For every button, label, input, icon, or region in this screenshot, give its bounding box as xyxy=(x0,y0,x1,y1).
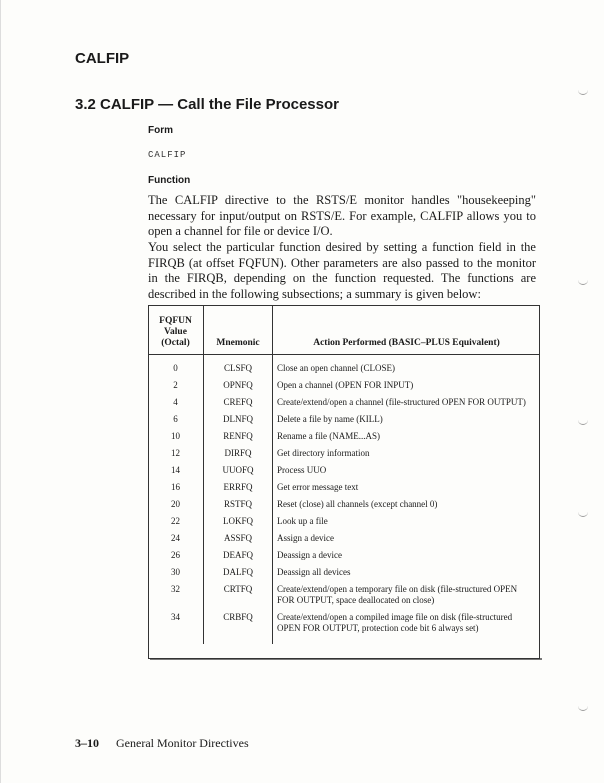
margin-mark xyxy=(578,280,588,285)
row-fqfun-value: 26 xyxy=(148,547,204,564)
table-row xyxy=(148,394,540,411)
row-action: Reset (close) all channels (except channel 0) xyxy=(277,499,438,509)
row-action: Delete a file by name (KILL) xyxy=(277,414,383,424)
row-fqfun-value: 0 xyxy=(148,355,204,378)
margin-mark xyxy=(578,90,588,95)
row-fqfun-value: 32 xyxy=(148,581,204,609)
margin-mark xyxy=(578,512,588,517)
table-row xyxy=(148,530,540,547)
row-mnemonic: CRTFQ xyxy=(204,581,273,609)
row-mnemonic: ASSFQ xyxy=(204,530,273,547)
page-number: 3–10 xyxy=(75,736,99,750)
row-action: Rename a file (NAME...AS) xyxy=(277,431,380,441)
row-fqfun-value: 14 xyxy=(148,462,204,479)
table-row xyxy=(148,445,540,462)
row-mnemonic: UUOFQ xyxy=(204,462,273,479)
row-action: Get directory information xyxy=(277,448,370,458)
header-action: Action Performed (BASIC–PLUS Equivalent) xyxy=(273,305,541,355)
row-action: Open a channel (OPEN FOR INPUT) xyxy=(277,380,414,390)
row-fqfun-value: 10 xyxy=(148,428,204,445)
page-left-edge xyxy=(0,0,1,783)
row-action: Create/extend/open a compiled image file on disk (file-structured OPEN FOR OUTPUT, protection code bit 6 always set) xyxy=(277,612,513,633)
row-mnemonic: DEAFQ xyxy=(204,547,273,564)
row-mnemonic: LOKFQ xyxy=(204,513,273,530)
row-action: Deassign all devices xyxy=(277,567,351,577)
table-row xyxy=(148,581,540,609)
row-mnemonic: ERRFQ xyxy=(204,479,273,496)
header-fqfun-value: FQFUN Value (Octal) xyxy=(148,305,204,355)
section-title: 3.2 CALFIP — Call the File Processor xyxy=(75,96,339,113)
table-row xyxy=(148,609,540,644)
row-fqfun-value: 20 xyxy=(148,496,204,513)
function-summary-table xyxy=(148,305,540,644)
function-paragraph-1: The CALFIP directive to the RSTS/E monitor handles "housekeeping" necessary for input/output on RSTS/E. For example, CALFIP allows you to open a channel for file or device I/O. xyxy=(148,193,536,238)
row-fqfun-value: 30 xyxy=(148,564,204,581)
row-fqfun-value: 16 xyxy=(148,479,204,496)
row-mnemonic: CREFQ xyxy=(204,394,273,411)
row-fqfun-value: 24 xyxy=(148,530,204,547)
row-action: Close an open channel (CLOSE) xyxy=(277,363,395,373)
margin-mark xyxy=(578,706,588,711)
function-heading: Function xyxy=(148,175,191,186)
row-action: Deassign a device xyxy=(277,550,342,560)
row-mnemonic: DLNFQ xyxy=(204,411,273,428)
form-heading: Form xyxy=(148,125,173,136)
table-row xyxy=(148,355,540,378)
function-paragraph-2: You select the particular function desired by setting a function field in the FIRQB (at offset FQFUN). Other parameters are also passed to the monitor in the FIRQB, depending on the function requested. The functions are described in the following subsections; a summary is given below: xyxy=(148,240,536,301)
header-mnemonic: Mnemonic xyxy=(204,305,273,355)
table-shadow xyxy=(150,658,542,660)
row-mnemonic: DIRFQ xyxy=(204,445,273,462)
row-fqfun-value: 2 xyxy=(148,377,204,394)
row-fqfun-value: 34 xyxy=(148,609,204,644)
row-action: Create/extend/open a temporary file on disk (file-structured OPEN FOR OUTPUT, space deallocated on close) xyxy=(277,584,518,605)
table-row xyxy=(148,564,540,581)
row-fqfun-value: 4 xyxy=(148,394,204,411)
row-fqfun-value: 22 xyxy=(148,513,204,530)
table-row xyxy=(148,411,540,428)
table-row xyxy=(148,479,540,496)
page-footer xyxy=(75,736,249,751)
row-fqfun-value: 12 xyxy=(148,445,204,462)
table-row xyxy=(148,377,540,394)
row-mnemonic: CLSFQ xyxy=(204,355,273,378)
chapter-title: CALFIP xyxy=(75,50,130,67)
row-mnemonic: CRBFQ xyxy=(204,609,273,644)
row-action: Get error message text xyxy=(277,482,359,492)
form-code: CALFIP xyxy=(148,150,187,160)
margin-mark xyxy=(578,420,588,425)
row-fqfun-value: 6 xyxy=(148,411,204,428)
table-row xyxy=(148,462,540,479)
table-row xyxy=(148,496,540,513)
row-action: Process UUO xyxy=(277,465,327,475)
table-header-row xyxy=(148,305,540,355)
footer-section-name: General Monitor Directives xyxy=(116,736,249,750)
row-action: Look up a file xyxy=(277,516,328,526)
table-row xyxy=(148,547,540,564)
row-action: Create/extend/open a channel (file-structured OPEN FOR OUTPUT) xyxy=(277,397,526,407)
table-row xyxy=(148,428,540,445)
row-action: Assign a device xyxy=(277,533,334,543)
row-mnemonic: RENFQ xyxy=(204,428,273,445)
row-mnemonic: OPNFQ xyxy=(204,377,273,394)
table-row xyxy=(148,513,540,530)
row-mnemonic: DALFQ xyxy=(204,564,273,581)
row-mnemonic: RSTFQ xyxy=(204,496,273,513)
